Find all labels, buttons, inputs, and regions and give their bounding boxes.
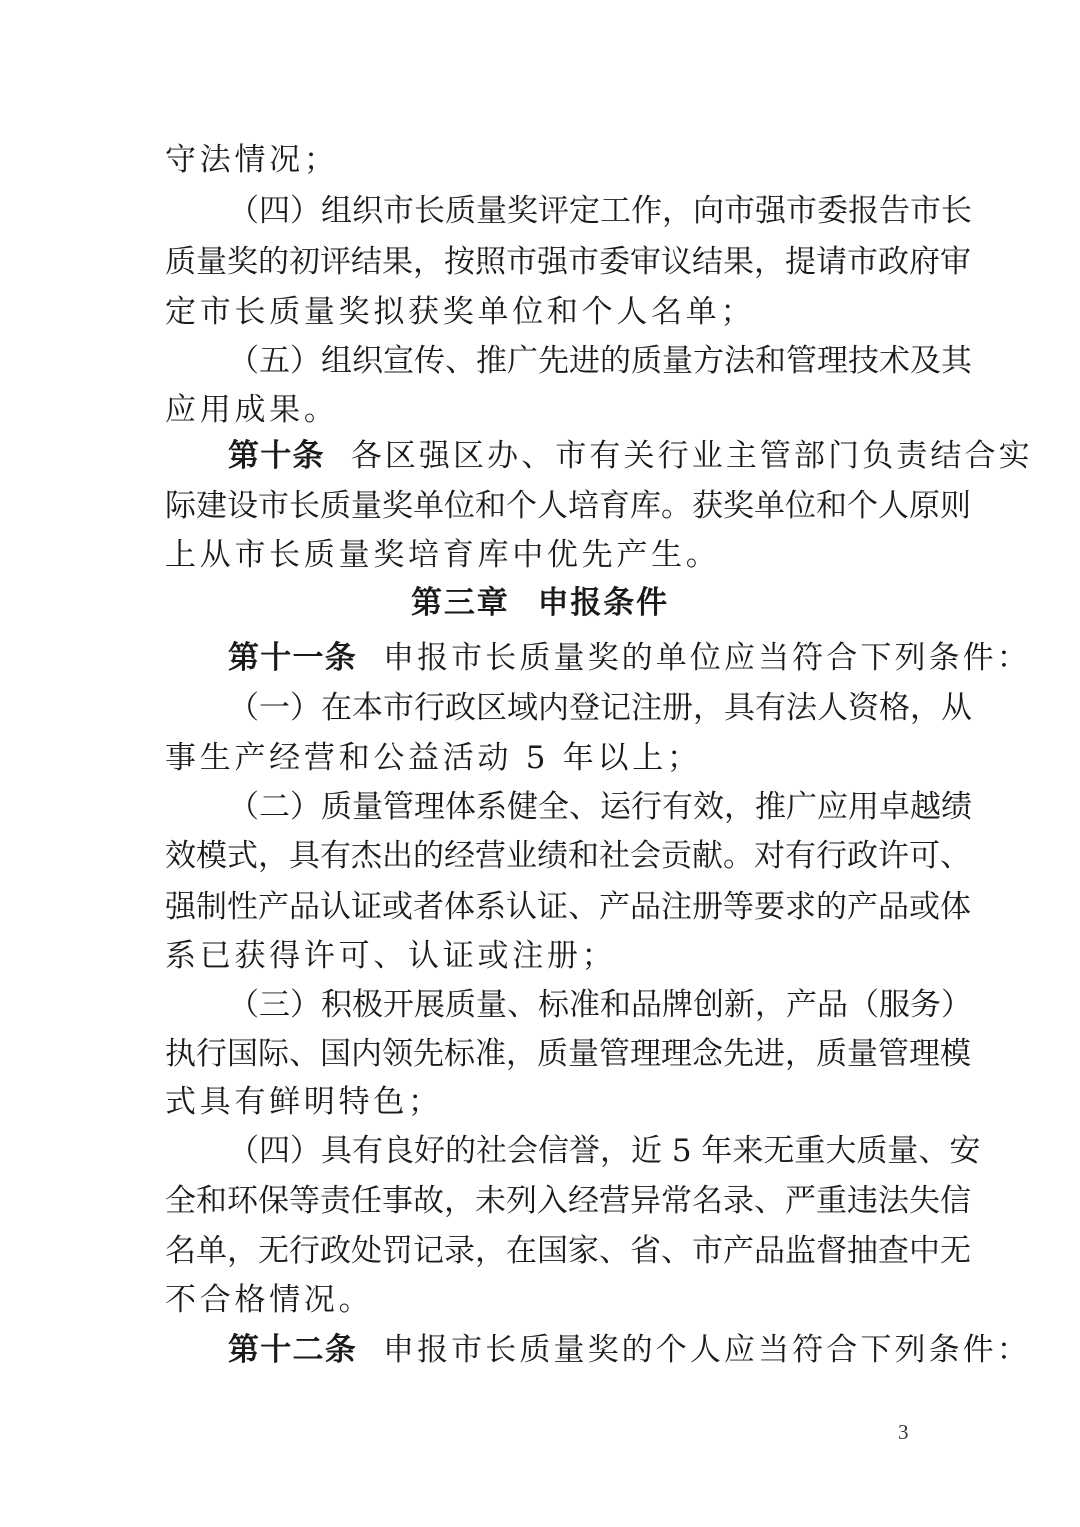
article-label: 第十一条 bbox=[228, 640, 357, 676]
text-line: 上从市长质量奖培育库中优先产生。 bbox=[165, 537, 721, 573]
text-line: 全和环保等责任事故，未列入经营异常名录、严重违法失信 bbox=[165, 1183, 971, 1219]
article-12-line bbox=[228, 1330, 1031, 1370]
text-line: 式具有鲜明特色； bbox=[165, 1084, 443, 1120]
text-line: 事生产经营和公益活动 5 年以上； bbox=[165, 740, 702, 776]
text-line: 执行国际、国内领先标准，质量管理理念先进，质量管理模 bbox=[165, 1036, 971, 1072]
article-text: 申报市长质量奖的个人应当符合下列条件： bbox=[382, 1332, 1031, 1368]
text-line: 强制性产品认证或者体系认证、产品注册等要求的产品或体 bbox=[165, 889, 971, 925]
text-line: （三）积极开展质量、标准和品牌创新，产品（服务） bbox=[228, 987, 972, 1023]
text-line: 名单，无行政处罚记录，在国家、省、市产品监督抽查中无 bbox=[165, 1233, 971, 1269]
article-label: 第十二条 bbox=[228, 1332, 357, 1368]
article-text: 各区强区办、市有关行业主管部门负责结合实 bbox=[350, 438, 1033, 474]
chapter-number: 第三章 bbox=[410, 585, 510, 621]
article-10-line bbox=[228, 436, 1033, 476]
chapter-heading bbox=[0, 583, 1080, 623]
text-line: （四）具有良好的社会信誉，近 5 年来无重大质量、安 bbox=[228, 1133, 981, 1169]
article-text: 申报市长质量奖的单位应当符合下列条件： bbox=[382, 640, 1031, 676]
text-line: （五）组织宣传、推广先进的质量方法和管理技术及其 bbox=[228, 343, 972, 379]
article-label: 第十条 bbox=[228, 438, 325, 474]
text-line: 系已获得许可、认证或注册； bbox=[165, 938, 617, 974]
text-line: 不合格情况。 bbox=[165, 1282, 374, 1318]
page-number: 3 bbox=[898, 1420, 909, 1444]
text-line: 质量奖的初评结果，按照市强市委审议结果，提请市政府审 bbox=[165, 244, 971, 280]
text-line: 应用成果。 bbox=[165, 392, 339, 428]
text-line: （四）组织市长质量奖评定工作，向市强市委报告市长 bbox=[228, 193, 972, 229]
text-line: 守法情况； bbox=[165, 142, 339, 178]
chapter-title: 申报条件 bbox=[537, 585, 670, 621]
text-line: 际建设市长质量奖单位和个人培育库。获奖单位和个人原则 bbox=[165, 488, 971, 524]
text-line: 效模式，具有杰出的经营业绩和社会贡献。对有行政许可、 bbox=[165, 838, 971, 874]
article-11-line bbox=[228, 638, 1031, 678]
text-line: （二）质量管理体系健全、运行有效，推广应用卓越绩 bbox=[228, 789, 972, 825]
text-line: 定市长质量奖拟获奖单位和个人名单； bbox=[165, 294, 756, 330]
text-line: （一）在本市行政区域内登记注册，具有法人资格，从 bbox=[228, 690, 972, 726]
